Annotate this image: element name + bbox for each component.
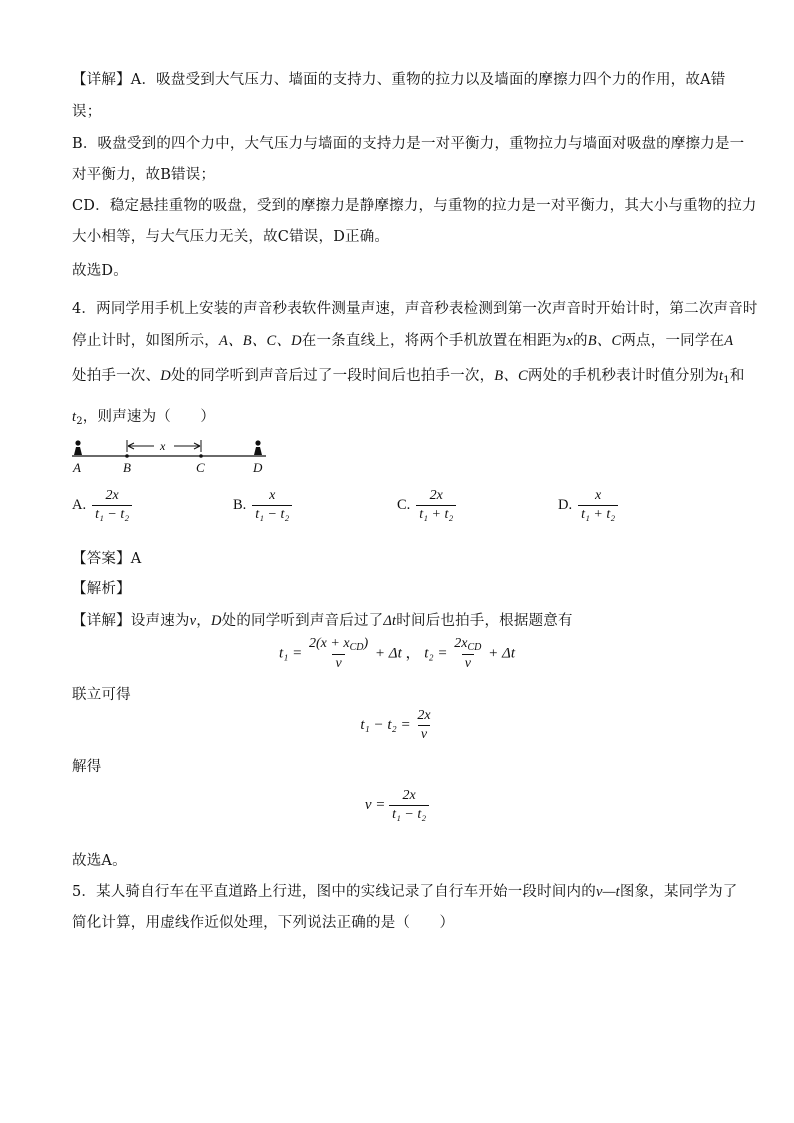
- q5-line-1: 5．某人骑自行车在平直道路上行进，图中的实线记录了自行车开始一段时间内的v—t图象，某同学为了: [72, 884, 738, 900]
- abcd-diagram: [70, 436, 280, 480]
- option-c[interactable]: C. $\frac{2x}{\text{t₁ + t₂}}$: [397, 488, 456, 523]
- point-b: [125, 454, 129, 458]
- lianli-label: 联立可得: [72, 687, 131, 703]
- equation-2: t₁ − t₂ = $\frac{2x}{v}$: [360, 708, 431, 742]
- line-balance: 对平衡力，故B错误；: [72, 167, 216, 183]
- line-detail-b: B．吸盘受到的四个力中，大气压力与墙面的支持力是一对平衡力，重物拉力与墙面对吸盘的摩擦力是一: [72, 136, 745, 152]
- line-detail-a: 【详解】A．吸盘受到大气压力、墙面的支持力、重物的拉力以及墙面的摩擦力四个力的作用，故A错: [72, 72, 726, 88]
- line-wrong: 误；: [72, 104, 102, 120]
- q4-line-2: 停止计时，如图所示，A、B、C、D在一条直线上，将两个手机放置在相距为x的B、C两点，一同学在A: [72, 333, 734, 349]
- q4-line-3: 处拍手一次、D处的同学听到声音后过了一段时间后也拍手一次，B、C两处的手机秒表计时值分别为$t_1$和: [72, 368, 745, 386]
- line-select-d: 故选D。: [72, 263, 128, 279]
- person-d-icon: [254, 440, 262, 455]
- equation-3: v = $\frac{2x}{\text{t₁ − t₂}}$: [0, 788, 794, 823]
- detail-line: 【详解】设声速为v，D处的同学听到声音后过了Δt时间后也拍手，根据题意有: [72, 613, 573, 629]
- q5-line-2: 简化计算，用虚线作近似处理，下列说法正确的是（ ）: [72, 915, 455, 931]
- point-c: [199, 454, 203, 458]
- q4-line-4: $t_2$，则声速为（ ）: [72, 409, 216, 427]
- person-a-icon: [74, 440, 82, 455]
- label-c: C: [196, 460, 205, 475]
- x-label: x: [160, 439, 166, 453]
- jiede-label: 解得: [72, 759, 102, 775]
- option-d[interactable]: D. $\frac{x}{\text{t₁ + t₂}}$: [558, 488, 618, 523]
- option-a[interactable]: A. $\frac{2x}{\text{t₁ − t₂}}$: [72, 488, 132, 523]
- line-detail-cd: CD．稳定悬挂重物的吸盘，受到的摩擦力是静摩擦力，与重物的拉力是一对平衡力，其大小与重物的拉力: [72, 198, 757, 214]
- select-a: 故选A。: [72, 853, 127, 869]
- label-b: B: [123, 460, 131, 475]
- answer-label: 【答案】A: [72, 551, 142, 567]
- line-equal: 大小相等，与大气压力无关，故C错误，D正确。: [72, 229, 390, 245]
- q4-line-1: 4．两同学用手机上安装的声音秒表软件测量声速，声音秒表检测到第一次声音时开始计时，第二次声音时: [72, 301, 758, 317]
- analysis-label: 【解析】: [72, 581, 131, 597]
- label-d: D: [253, 460, 263, 475]
- label-a: A: [73, 460, 81, 475]
- equation-1: t₁ = $\frac{2(x + x_{CD})}{v}$ + Δt ， t₂ = $\frac{2x_{CD}}{v}$ + Δt: [279, 636, 515, 671]
- option-b[interactable]: B. $\frac{x}{\text{t₁ − t₂}}$: [233, 488, 292, 523]
